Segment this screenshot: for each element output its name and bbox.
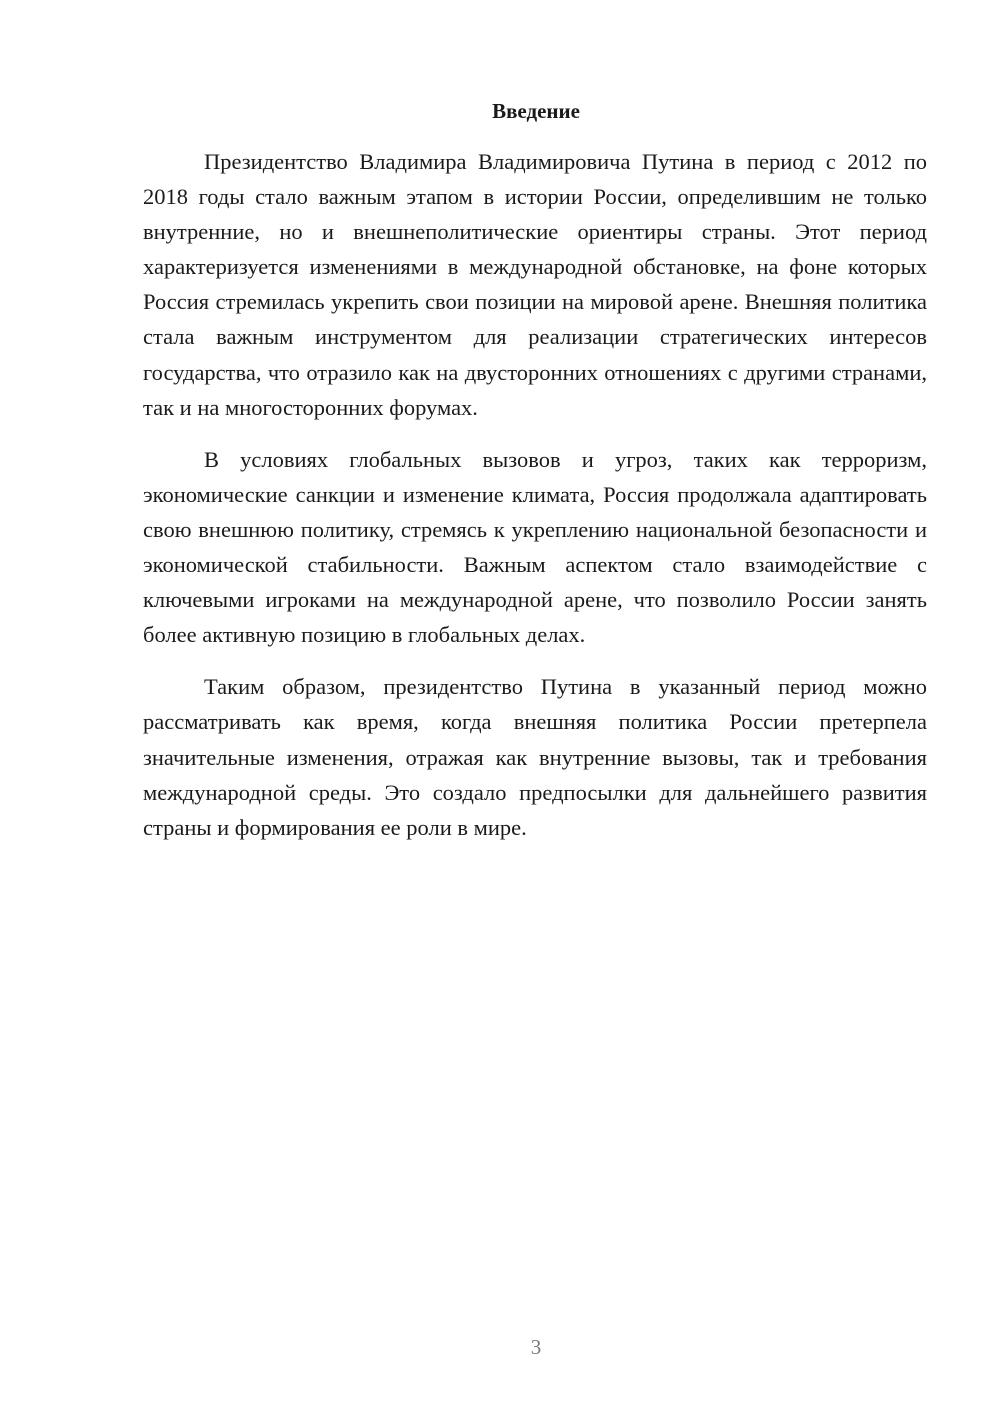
paragraph-2: В условиях глобальных вызовов и угроз, таких как терроризм, экономические санкции и изменение климата, Россия продолжала адаптировать свою внешнюю политику, стремясь к укреплению национальной безопасности и экономической стабильности. Важным аспектом стало взаимодействие с ключевыми игроками на международной арене, что позволило России занять более активную позицию в глобальных делах.: [143, 446, 927, 648]
body-text: [143, 144, 927, 862]
section-heading: Введение: [492, 99, 580, 123]
paragraph-1: Президентство Владимира Владимировича Путина в период с 2012 по 2018 годы стало важным этапом в истории России, определившим не только внутренние, но и внешнеполитические ориентиры страны. Этот период характеризуется изменениями в международной обстановке, на фоне которых Россия стремилась укрепить свои позиции на мировой арене. Внешняя политика стала важным инструментом для реализации стратегических интересов государства, что отразило как на двусторонних отношениях с другими странами, так и на многосторонних форумах.: [143, 149, 927, 420]
paragraph-3: Таким образом, президентство Путина в указанный период можно рассматривать как время, когда внешняя политика России претерпела значительные изменения, отражая как внутренние вызовы, так и требования международной среды. Это создало предпосылки для дальнейшего развития страны и формирования ее роли в мире.: [143, 674, 927, 840]
page-number: 3: [530, 1335, 542, 1359]
